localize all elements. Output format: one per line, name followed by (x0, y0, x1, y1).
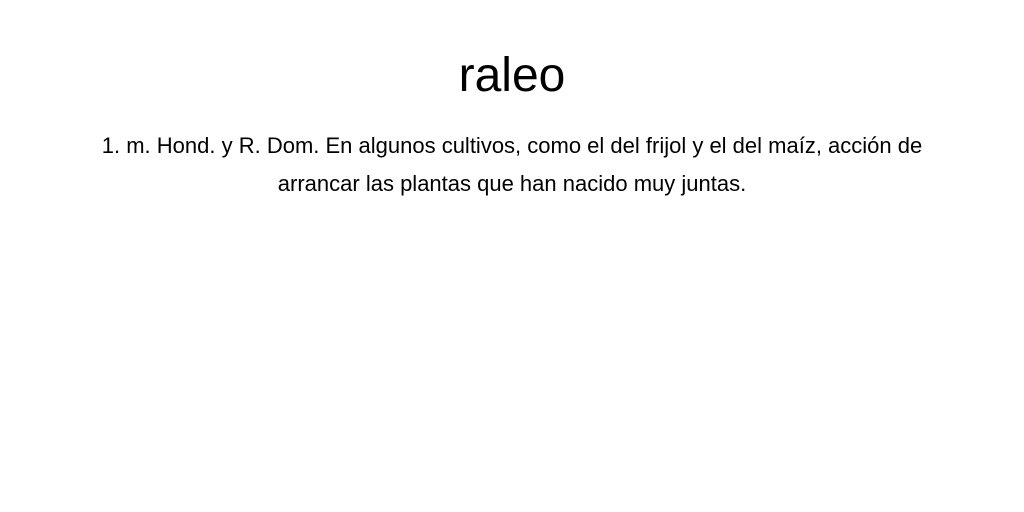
definition-text: 1. m. Hond. y R. Dom. En algunos cultivos, como el del frijol y el del maíz, acción de arrancar las plantas que han nacido muy juntas. (101, 133, 923, 196)
headword: raleo (458, 49, 566, 102)
